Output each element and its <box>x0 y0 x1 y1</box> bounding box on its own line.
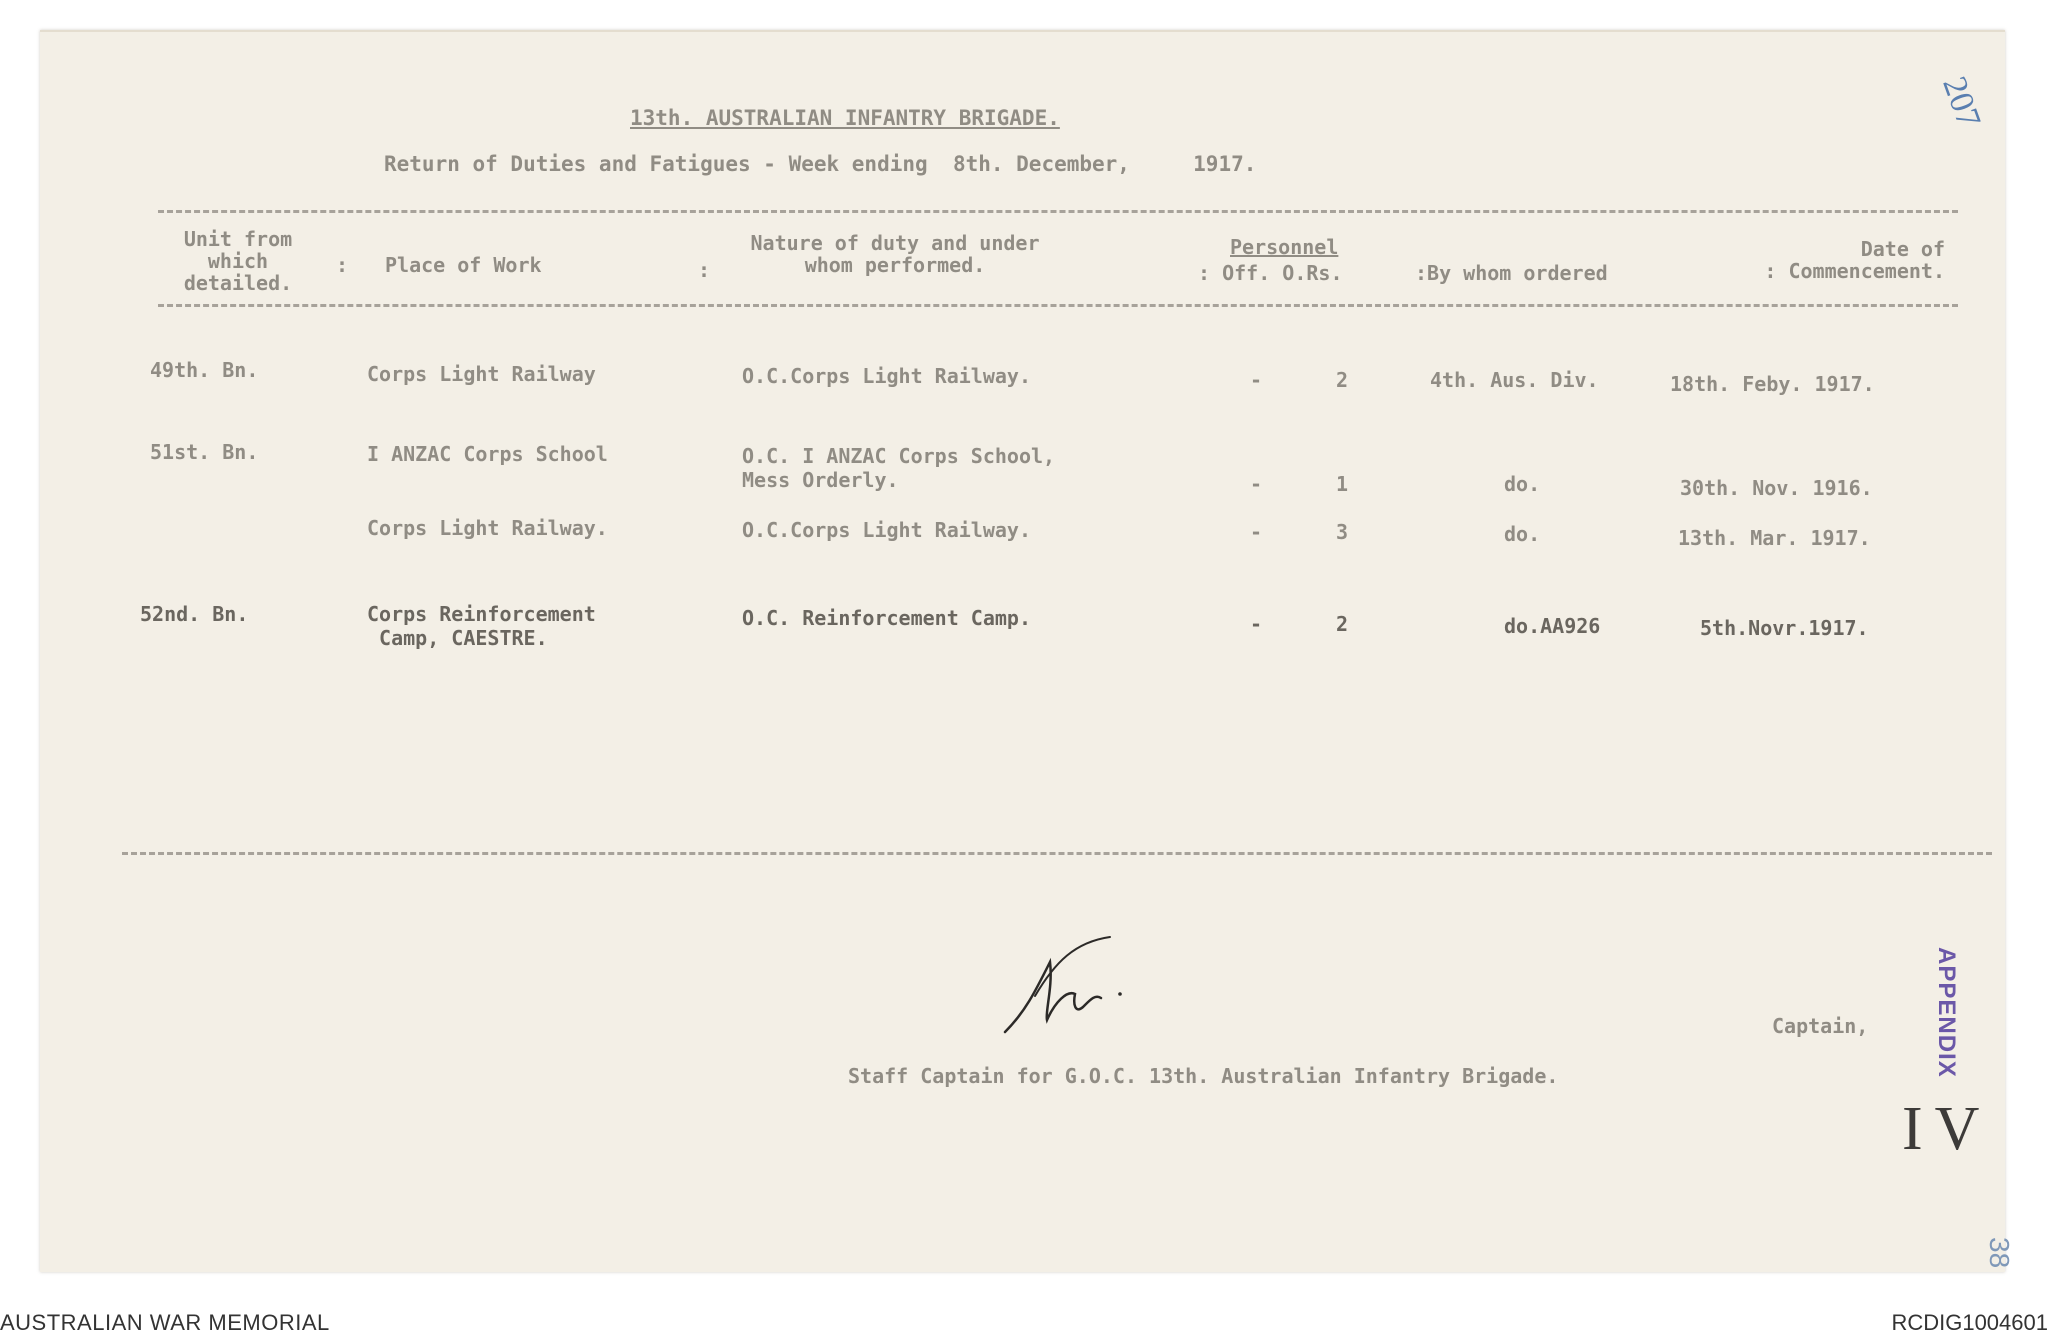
row1-date: 18th. Feby. 1917. <box>1670 372 1875 396</box>
row2-off: - <box>1250 472 1263 496</box>
header-unit: Unit from which detailed. <box>183 227 293 295</box>
row3-off: - <box>1250 520 1263 544</box>
appendix-stamp: APPENDIX <box>1933 947 1960 1078</box>
folio-number-top: 207 <box>1935 72 1988 133</box>
row4-ors: 2 <box>1336 612 1349 636</box>
footer-reference: RCDIG1004601 <box>1891 1310 2048 1335</box>
row3-nature: O.C.Corps Light Railway. <box>742 518 1031 542</box>
row2-date: 30th. Nov. 1916. <box>1680 476 1873 500</box>
appendix-number: IV <box>1902 1095 1992 1163</box>
row4-nature: O.C. Reinforcement Camp. <box>742 606 1031 630</box>
table-bottom-rule <box>122 852 1992 855</box>
signature-mark <box>995 932 1145 1042</box>
row2-ordered: do. <box>1504 472 1541 496</box>
row2-place: I ANZAC Corps School <box>367 442 608 466</box>
row4-date: 5th.Novr.1917. <box>1700 616 1869 640</box>
row1-unit: 49th. Bn. <box>150 358 259 382</box>
header-top-rule <box>158 210 1958 213</box>
row3-place: Corps Light Railway. <box>367 516 608 540</box>
header-bottom-rule <box>158 304 1958 307</box>
row4-place: Corps Reinforcement Camp, CAESTRE. <box>367 602 596 650</box>
document-page <box>40 30 2015 1272</box>
header-sep: : <box>336 253 349 277</box>
row3-ors: 3 <box>1336 520 1349 544</box>
row3-date: 13th. Mar. 1917. <box>1678 526 1871 550</box>
header-personnel: Personnel <box>1230 235 1339 259</box>
folio-number-bottom: 38 <box>1984 1237 2015 1269</box>
header-ordered: :By whom ordered <box>1415 261 1608 285</box>
row4-unit: 52nd. Bn. <box>140 602 249 626</box>
row1-place: Corps Light Railway <box>367 362 596 386</box>
footer-institution: AUSTRALIAN WAR MEMORIAL <box>0 1310 330 1335</box>
row1-ordered: 4th. Aus. Div. <box>1430 368 1599 392</box>
signatory-rank: Captain, <box>1772 1014 1869 1038</box>
document-subtitle: Return of Duties and Fatigues - Week ending 8th. December, 1917. <box>384 152 1257 176</box>
row4-ordered: do.AA926 <box>1504 614 1601 638</box>
header-sep: : <box>698 258 711 282</box>
document-title: 13th. AUSTRALIAN INFANTRY BRIGADE. <box>630 106 1060 130</box>
row1-nature: O.C.Corps Light Railway. <box>742 364 1031 388</box>
header-place: Place of Work <box>385 253 542 277</box>
row3-ordered: do. <box>1504 522 1541 546</box>
row2-ors: 1 <box>1336 472 1349 496</box>
signature-line: Staff Captain for G.O.C. 13th. Australian Infantry Brigade. <box>848 1064 1559 1088</box>
row2-nature: O.C. I ANZAC Corps School, Mess Orderly. <box>742 444 1056 492</box>
row1-ors: 2 <box>1336 368 1349 392</box>
row4-off: - <box>1250 612 1263 636</box>
header-nature: Nature of duty and under whom performed. <box>750 231 1040 277</box>
row1-off: - <box>1250 368 1263 392</box>
header-date: Date of : Commencement. <box>1764 237 1945 283</box>
header-personnel-sub: : Off. O.Rs. <box>1198 261 1343 285</box>
row2-unit: 51st. Bn. <box>150 440 259 464</box>
